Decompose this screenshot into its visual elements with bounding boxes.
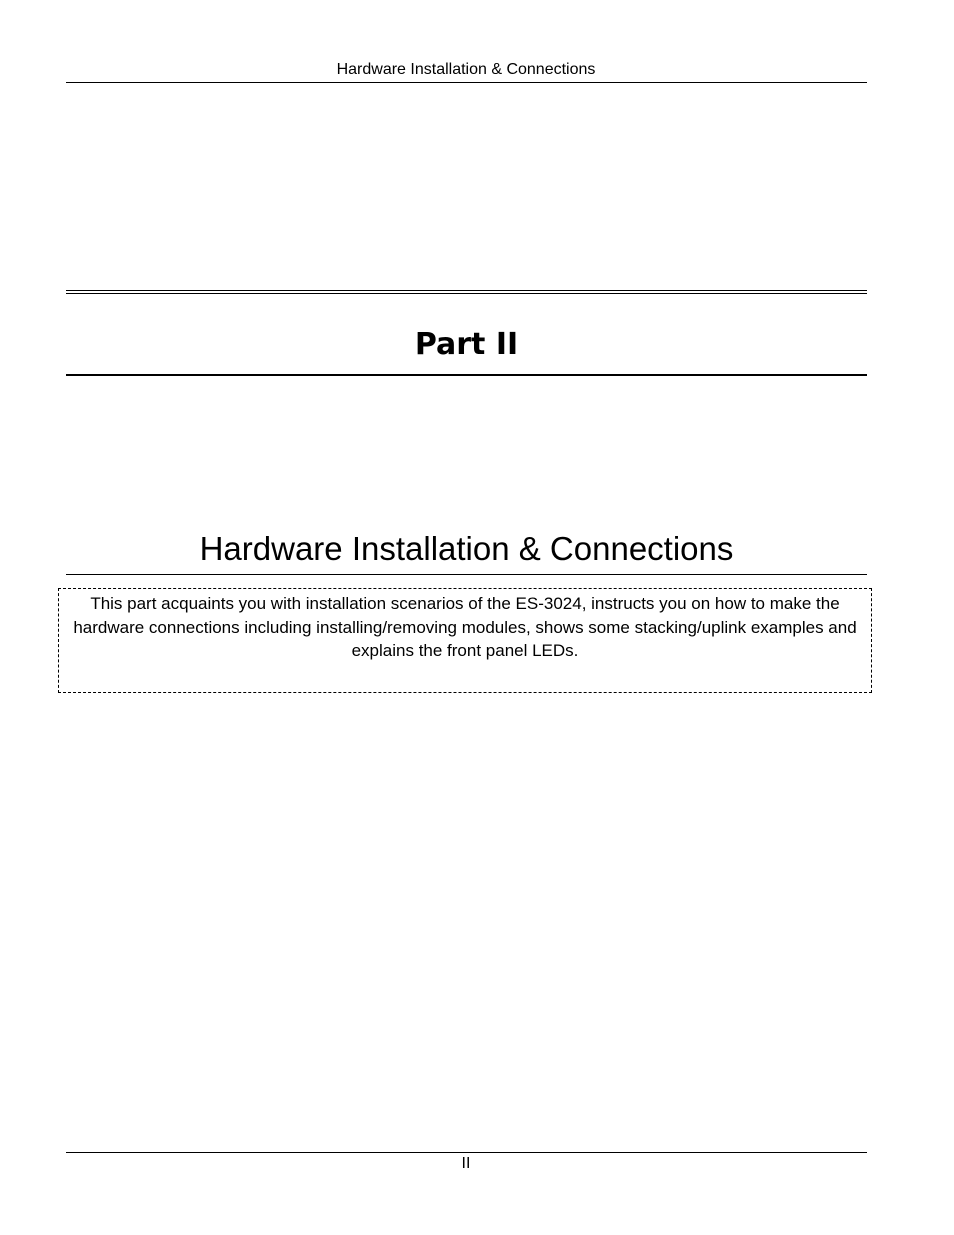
part-top-divider bbox=[66, 290, 867, 294]
part-title: Part II bbox=[414, 327, 519, 362]
running-header: Hardware Installation & Connections bbox=[336, 61, 596, 78]
page-number: II bbox=[461, 1155, 471, 1172]
intro-box bbox=[58, 588, 872, 693]
header-divider bbox=[66, 82, 867, 83]
footer-divider bbox=[66, 1152, 867, 1153]
intro-text: This part acquaints you with installation scenarios of the ES-3024, instructs you on how to make the hardware connections including installing/removing modules, shows some stacking/uplink examples and explains the front panel LEDs. bbox=[73, 594, 857, 660]
section-divider bbox=[66, 574, 867, 575]
part-bottom-divider bbox=[66, 374, 867, 376]
section-title: Hardware Installation & Connections bbox=[199, 530, 734, 567]
